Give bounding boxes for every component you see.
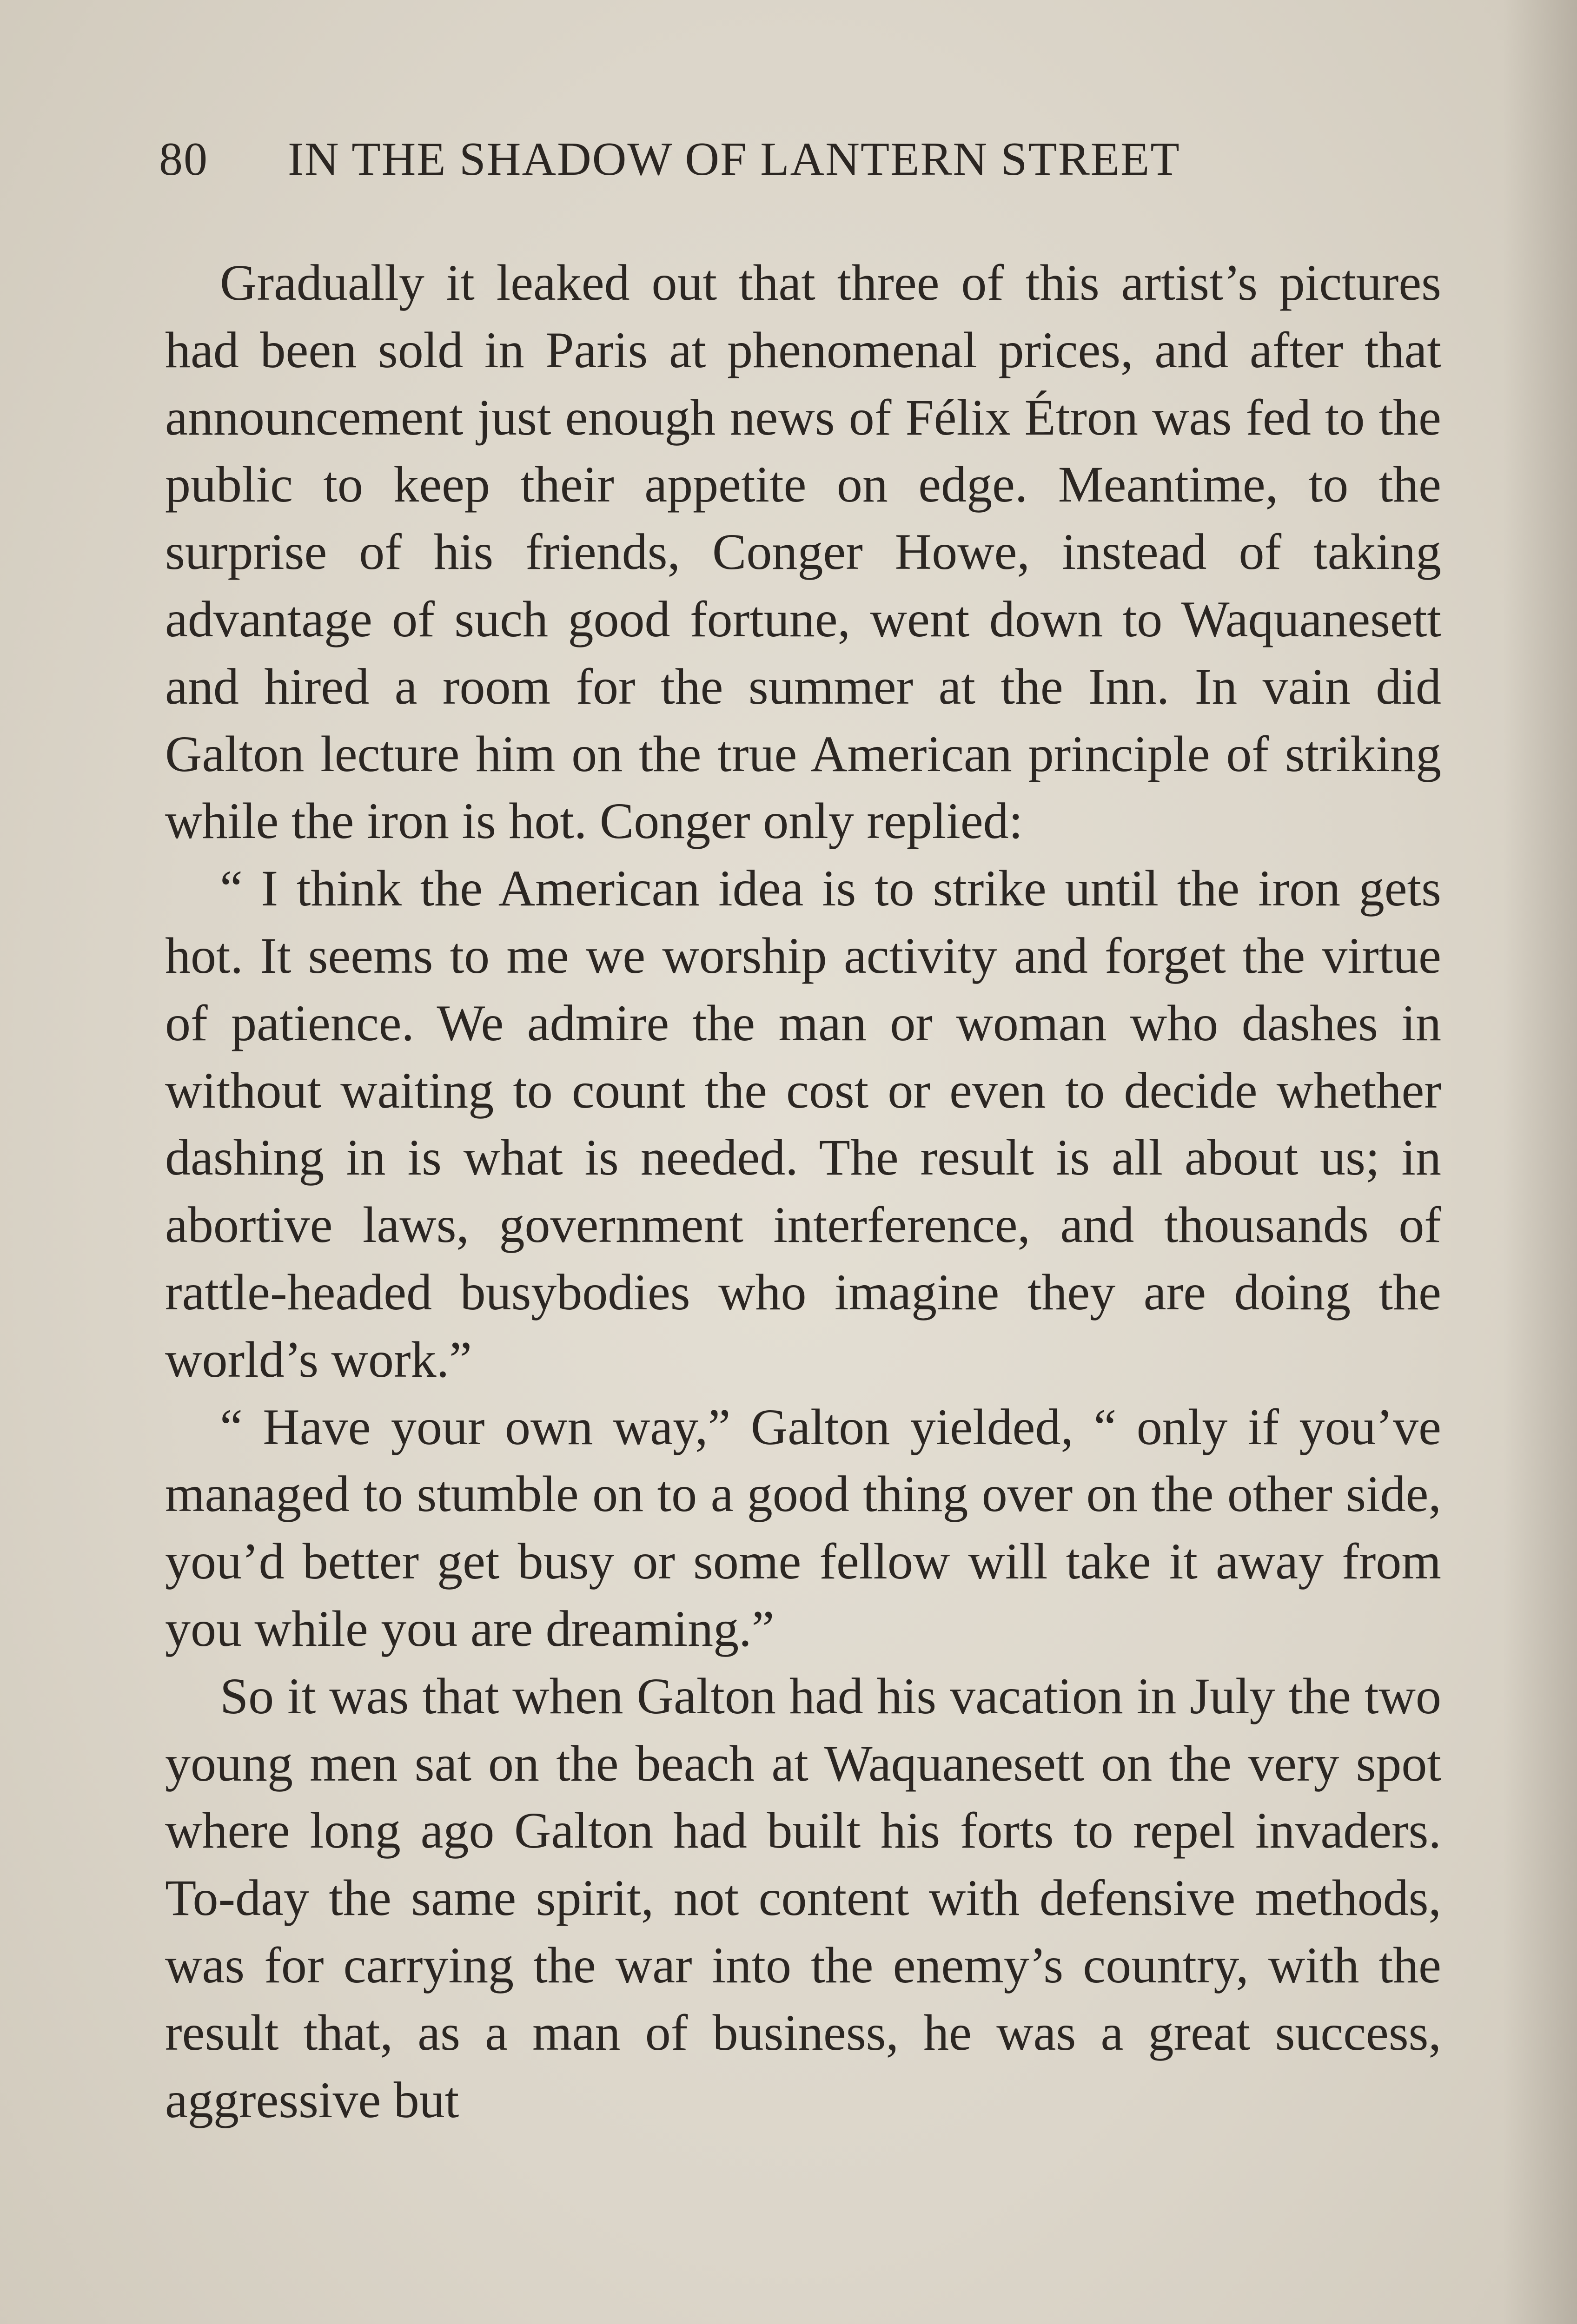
- body-text: [165, 249, 1441, 2133]
- paragraph: Gradually it leaked out that three of this artist’s pictures had been sold in Paris at phenomenal prices, and after that announcement just enough news of Félix Étron was fed to the public to keep their appetite on edge. Meantime, to the surprise of his friends, Conger Howe, instead of taking advantage of such good fortune, went down to Waquanesett and hired a room for the summer at the Inn. In vain did Galton lecture him on the true American principle of striking while the iron is hot. Conger only replied:: [165, 254, 1441, 850]
- running-header: [159, 125, 1446, 194]
- paragraph: So it was that when Galton had his vacation in July the two young men sat on the beach at Waquanesett on the very spot where long ago Galton had built his forts to repel invaders. To-day the same spirit, not content with defensive methods, was for carrying the war into the enemy’s country, with the result that, as a man of business, he was a great success, aggressive but: [165, 1667, 1441, 2128]
- running-title: IN THE SHADOW OF LANTERN STREET: [288, 133, 1180, 185]
- paragraph: “ Have your own way,” Galton yielded, “ only if you’ve managed to stumble on to a good thing over on the other side, you’d better get busy or some fellow will take it away from you while you are dreaming.”: [165, 1398, 1441, 1657]
- page-edge-shadow: [1503, 0, 1577, 2324]
- page-number: 80: [159, 133, 208, 185]
- paragraph: “ I think the American idea is to strike until the iron gets hot. It seems to me we worship activity and forget the virtue of patience. We admire the man or woman who dashes in without waiting to count the cost or even to decide whether dashing in is what is needed. The result is all about us; in abortive laws, government interference, and thousands of rattle-headed busybodies who imagine they are doing the world’s work.”: [165, 860, 1441, 1388]
